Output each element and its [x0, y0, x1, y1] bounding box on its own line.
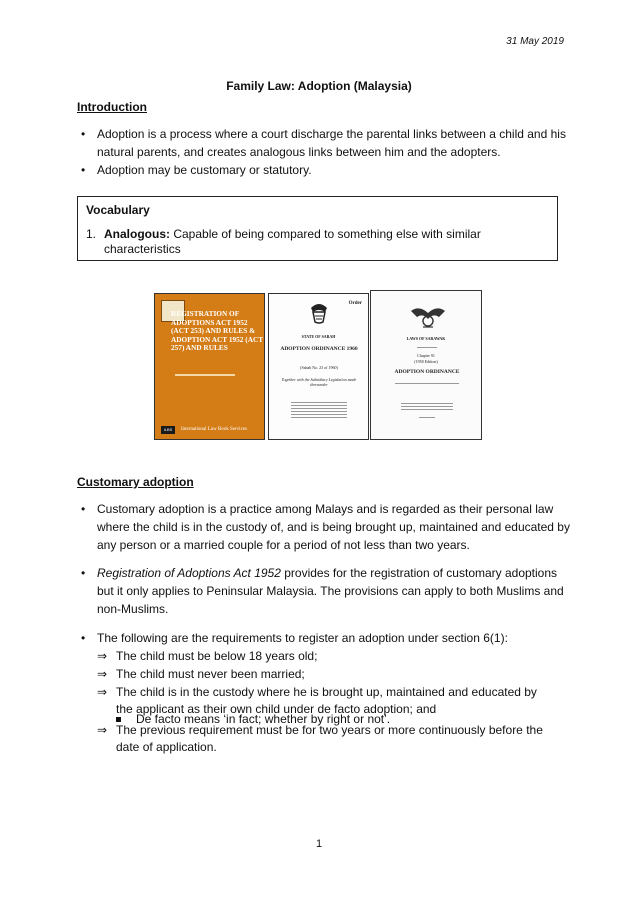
sarawak-crest-icon — [409, 303, 447, 331]
document-date: 31 May 2019 — [506, 36, 564, 47]
customary-bullet-3: The following are the requirements to register an adoption under section 6(1): — [97, 631, 508, 645]
act-name: Registration of Adoptions Act 1952 — [97, 566, 281, 580]
vocabulary-entry — [104, 227, 544, 257]
intro-bullet-2: Adoption may be customary or statutory. — [97, 163, 312, 177]
arrow-icon: ⇒ — [97, 667, 108, 681]
customary-bullet-1: Customary adoption is a practice among Malays and is regarded as their personal law where the child is in the custody of, and is being brought up, maintained and educated by any person or a married couple for a period of not less than two years. — [97, 502, 570, 552]
bullet-icon: • — [81, 631, 86, 645]
arrow-icon: ⇒ — [97, 649, 108, 663]
requirement-item: The child must never been married; — [116, 667, 305, 681]
cover-title: REGISTRATION OF ADOPTIONS ACT 1952 (ACT 253) AND RULES & ADOPTION ACT 1952 (ACT 257) AND RULES — [171, 309, 263, 352]
vocabulary-number: 1. — [86, 227, 97, 241]
customary-heading: Customary adoption — [77, 475, 194, 489]
bullet-icon: • — [81, 163, 86, 177]
sabah-crest-icon — [307, 298, 331, 324]
publisher-logo: ILBS — [161, 426, 175, 434]
cover-publisher: International Law Book Services — [181, 427, 247, 432]
bullet-icon: • — [81, 502, 86, 516]
cover-state: STATE OF SABAH — [301, 334, 336, 339]
intro-heading: Introduction — [77, 100, 147, 114]
document-title: Family Law: Adoption (Malaysia) — [226, 79, 412, 93]
cover-title: ADOPTION ORDINANCE — [394, 369, 460, 375]
requirement-sub-item: De facto means ‘in fact; whether by right or not’. — [136, 712, 391, 726]
book-cover-sarawak-ordinance — [370, 290, 482, 440]
cover-divider — [175, 374, 235, 376]
cover-corner-note: Order — [348, 301, 362, 306]
bullet-icon: • — [81, 566, 86, 580]
arrow-icon: ⇒ — [97, 723, 108, 737]
book-cover-sabah-ordinance — [268, 293, 369, 440]
vocabulary-heading: Vocabulary — [86, 203, 150, 217]
requirement-item: The previous requirement must be for two years or more continuously before the date of application. — [116, 723, 543, 754]
requirement-item: The child is in the custody where he is brought up, maintained and educated by the applicant as their own child under de facto adoption; and — [116, 685, 537, 716]
book-cover-registration-act — [154, 293, 265, 440]
intro-bullet-1: Adoption is a process where a court discharge the parental links between a child and his natural parents, and creates analogous links between him and the adopters. — [97, 127, 566, 159]
bullet-icon: • — [81, 127, 86, 141]
cover-note: Together with the Subsidiary Legislation made thereunder — [281, 377, 357, 387]
cover-title: ADOPTION ORDINANCE 1960 — [280, 346, 358, 352]
vocabulary-definition: Capable of being compared to something else with similar characteristics — [104, 227, 481, 256]
cover-subtitle: (Sabah No. 23 of 1960) — [300, 365, 338, 370]
vocabulary-term: Analogous: — [104, 227, 170, 241]
arrow-icon: ⇒ — [97, 685, 108, 699]
vocabulary-box — [77, 196, 558, 261]
customary-bullet-2-text: provides for the registration of customary adoptions but it only applies to Peninsular Malaysia. The provisions can apply to both Muslims and non-Muslims. — [97, 566, 564, 616]
requirement-item: The child must be below 18 years old; — [116, 649, 318, 663]
page-number: 1 — [315, 838, 323, 850]
cover-laws: LAWS OF SARAWAK — [406, 336, 446, 341]
customary-bullet-2 — [97, 564, 577, 618]
cover-chapter: Chapter 91 — [417, 353, 435, 358]
cover-edition: (1958 Edition) — [414, 359, 438, 364]
